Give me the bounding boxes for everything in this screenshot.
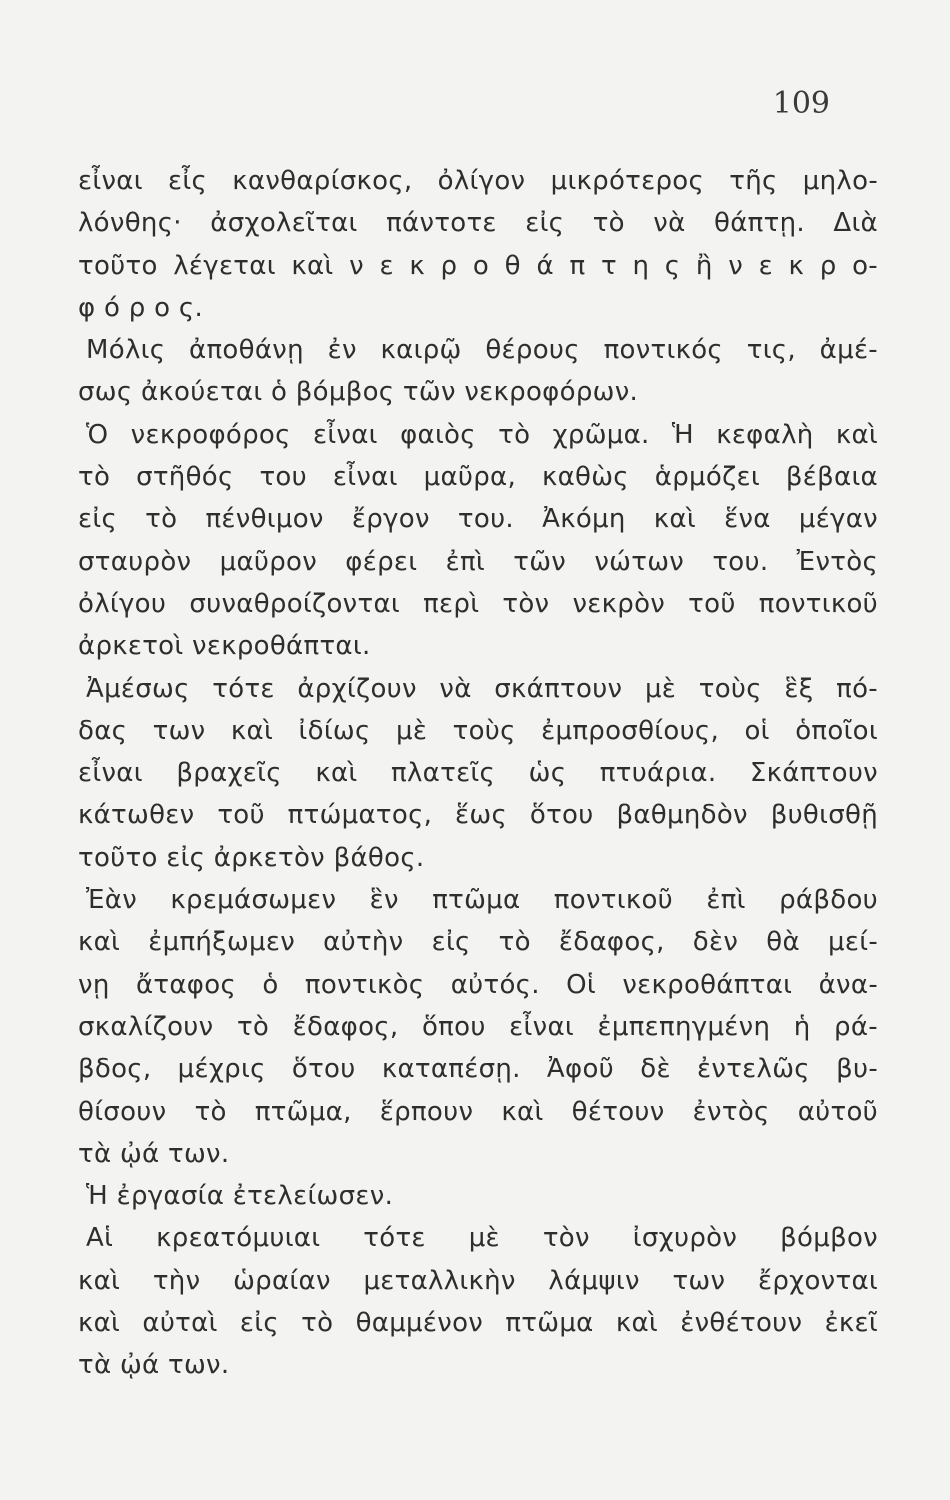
text-line: Αἱ κρεατόμυιαι τότε μὲ τὸν ἰσχυρὸν βόμβον	[86, 1223, 878, 1254]
text-line: καὶ αὐταὶ εἰς τὸ θαμμένον πτῶμα καὶ ἐνθέτουν ἐκεῖ	[78, 1308, 878, 1339]
text-line: εἰς τὸ πένθιμον ἔργον του. Ἀκόμη καὶ ἕνα μέγαν	[78, 504, 878, 535]
text-line: Μόλις ἀποθάνῃ ἐν καιρῷ θέρους ποντικός τις, ἀμέ-	[86, 335, 878, 366]
text-line: Ὁ νεκροφόρος εἶναι φαιὸς τὸ χρῶμα. Ἡ κεφαλὴ καὶ	[86, 419, 878, 450]
text-line: κάτωθεν τοῦ πτώματος, ἕως ὅτου βαθμηδὸν βυθισθῇ	[78, 800, 878, 831]
text-line: λόνθης· ἀσχολεῖται πάντοτε εἰς τὸ νὰ θάπτῃ. Διὰ	[78, 208, 878, 239]
text-line: καὶ τὴν ὡραίαν μεταλλικὴν λάμψιν των ἔρχονται	[78, 1265, 878, 1296]
paragraph	[78, 668, 878, 879]
paragraph	[78, 879, 878, 1175]
text-line: καὶ ἐμπήξωμεν αὐτὴν εἰς τὸ ἔδαφος, δὲν θὰ μεί-	[78, 927, 878, 958]
text-line: ἀρκετοὶ νεκροθάπται.	[78, 631, 371, 662]
text-line: ὀλίγου συναθροίζονται περὶ τὸν νεκρὸν τοῦ ποντικοῦ	[78, 588, 878, 619]
text-line: σταυρὸν μαῦρον φέρει ἐπὶ τῶν νώτων του. Ἐντὸς	[78, 546, 878, 577]
text-line: τοῦτο λέγεται καὶ ν ε κ ρ ο θ ά π τ η ς ἢ ν ε κ ρ ο-	[78, 250, 878, 281]
paragraph	[78, 1175, 878, 1217]
text-line: τὸ στῆθός του εἶναι μαῦρα, καθὼς ἁρμόζει βέβαια	[78, 462, 878, 493]
text-line: εἶναι βραχεῖς καὶ πλατεῖς ὡς πτυάρια. Σκάπτουν	[78, 758, 878, 789]
text-line: Ἡ ἐργασία ἐτελείωσεν.	[86, 1181, 394, 1212]
text-line: δας των καὶ ἰδίως μὲ τοὺς ἐμπροσθίους, οἱ ὁποῖοι	[78, 715, 878, 746]
text-line: νῃ ἄταφος ὁ ποντικὸς αὐτός. Οἱ νεκροθάπται ἀνα-	[78, 969, 878, 1000]
paragraph	[78, 1217, 878, 1386]
text-line: θίσουν τὸ πτῶμα, ἕρπουν καὶ θέτουν ἐντὸς αὐτοῦ	[78, 1096, 878, 1127]
text-line: Ἀμέσως τότε ἀρχίζουν νὰ σκάπτουν μὲ τοὺς ἓξ πό-	[86, 673, 878, 704]
page-number: 109	[772, 86, 830, 121]
text-line: βδος, μέχρις ὅτου καταπέσῃ. Ἀφοῦ δὲ ἐντελῶς βυ-	[78, 1054, 878, 1085]
paragraph	[78, 160, 878, 329]
paragraph	[78, 329, 878, 414]
text-line: σως ἀκούεται ὁ βόμβος τῶν νεκροφόρων.	[78, 377, 639, 408]
text-line: τὰ ᾠά των.	[78, 1350, 230, 1381]
text-line: εἶναι εἶς κανθαρίσκος, ὀλίγον μικρότερος τῆς μηλο-	[78, 166, 878, 196]
text-line: σκαλίζουν τὸ ἔδαφος, ὅπου εἶναι ἐμπεπηγμένη ἡ ρά-	[78, 1011, 878, 1042]
text-line: τὰ ᾠά των.	[78, 1138, 230, 1169]
text-line: φ ό ρ ο ς.	[78, 292, 204, 323]
text-line: Ἐὰν κρεμάσωμεν ἓν πτῶμα ποντικοῦ ἐπὶ ράβδου	[86, 885, 878, 916]
body-text	[78, 160, 878, 1387]
paragraph	[78, 414, 878, 668]
text-line: τοῦτο εἰς ἀρκετὸν βάθος.	[78, 842, 425, 873]
